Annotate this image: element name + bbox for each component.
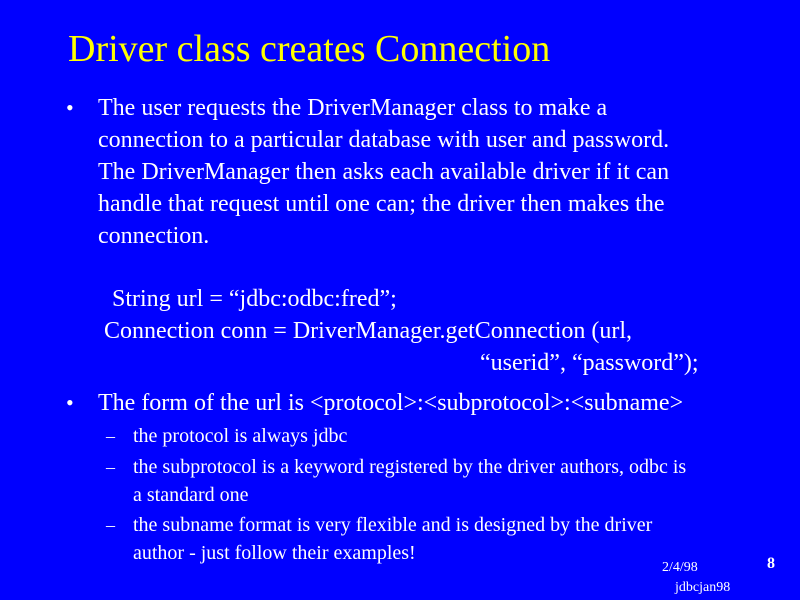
dash-marker: – (106, 515, 115, 535)
sub-item-3-line-1: the subname format is very flexible and is designed by the driver (133, 514, 653, 536)
dash-marker: – (106, 457, 115, 477)
footer-date: 2/4/98 (662, 560, 698, 575)
sub-item-3-line-2: author - just follow their examples! (133, 542, 416, 564)
sub-item-1-line-1: the protocol is always jdbc (133, 425, 348, 447)
slide-title: Driver class creates Connection (68, 28, 551, 70)
bullet-marker: • (66, 95, 74, 120)
page-number: 8 (767, 555, 775, 572)
bullet-1-line-4: handle that request until one can; the driver then makes the (98, 191, 665, 217)
bullet-2-text: The form of the url is <protocol>:<subprotocol>:<subname> (98, 390, 684, 416)
footer-filename: jdbcjan98 (675, 580, 731, 595)
bullet-1-line-5: connection. (98, 223, 210, 249)
sub-item-2-line-2: a standard one (133, 484, 249, 506)
sub-item-2-line-1: the subprotocol is a keyword registered by the driver authors, odbc is (133, 456, 687, 478)
code-line-2: Connection conn = DriverManager.getConnection (url, (104, 318, 633, 344)
code-line-1: String url = “jdbc:odbc:fred”; (112, 286, 397, 312)
bullet-marker: • (66, 390, 74, 415)
bullet-1-line-1: The user requests the DriverManager class to make a (98, 95, 608, 121)
dash-marker: – (106, 426, 115, 446)
bullet-1-line-2: connection to a particular database with user and password. (98, 127, 670, 153)
bullet-1-line-3: The DriverManager then asks each available driver if it can (98, 159, 670, 185)
code-line-3: “userid”, “password”); (480, 350, 699, 376)
